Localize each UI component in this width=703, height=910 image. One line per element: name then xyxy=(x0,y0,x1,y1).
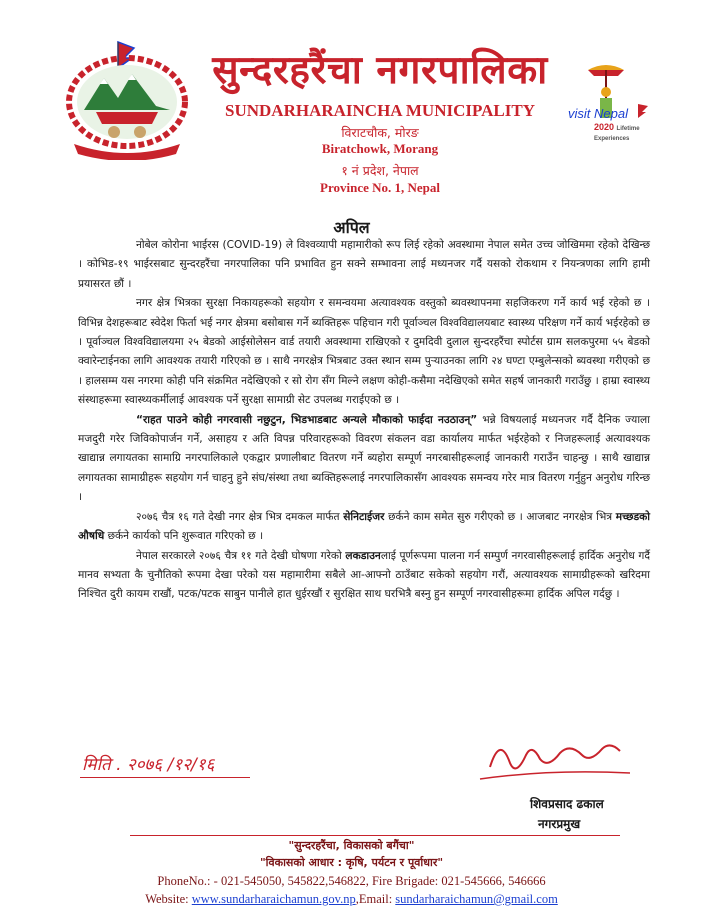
visit-logo-tag: Lifetime Experiences xyxy=(594,126,640,142)
date-underline xyxy=(80,777,250,778)
footer-divider xyxy=(130,835,620,836)
province-en: Province No. 1, Nepal xyxy=(320,180,440,195)
footer-phone: PhoneNo.: - 021-545050, 545822,546822, Fire Brigade: 021-545666, 546666 xyxy=(157,874,546,888)
signer-name: शिवप्रसाद ढकाल xyxy=(530,797,604,811)
paragraph-3-quote: “राहत पाउने कोही नगरवासी नछुटुन, भिडभाडबाट अन्यले मौकाको फाईदा नउठाउन्” xyxy=(136,413,478,426)
paragraph-2: नगर क्षेत्र भित्रका सुरक्षा निकायहरूको सहयोग र समन्वयमा अत्यावश्यक वस्तुको ब्यवस्थापनमा सहजिकरण गर्ने कार्य भई रहेको छ । विभिन्न देशहरूबाट स्वेदेश फिर्ता भई नगर क्षेत्रमा बसोबास गर्ने ब्यक्तिहरू पहिचान गरी पूर्वाञ्चल विश्वविद्यालयबाट स्वास्थ्य परिक्षण गर्ने कार्य भईरहेको छ । पूर्वाञ्चल विश्वविद्यालयमा २५ बेडको आईसोलेसन वार्ड तयारी अवस्थामा राखिएको र दुमदिवी दुलाल सुन्दरहरैंचा स्पोर्टस ग्राम सलकपुरमा ५५ बेडको क्वारेन्टाईनका लागि आवश्यक तयारी गरिएको छ । साथै नगरक्षेत्र भित्रबाट उक्त स्थान सम्म पुऱ्याउनका लागि २४ घण्टा एम्बुलेन्सको ब्यवस्था गरीएको छ । हालसम्म यस नगरमा कोही पनि संक्रमित नदेखिएको र सो रोग सँग मिल्ने लक्षण कोही-कसैमा नदेखिएको समेत सहर्ष जानकारी गराउँछु । हाम्रा स्वास्थ्य संस्थाहरूमा स्वास्थ्यकर्मीलाई आवश्यक पर्ने सुरक्षा सामाग्री सेट उपलब्ध गराईएको छ । xyxy=(78,297,650,407)
visit-logo-text: visit Nepal xyxy=(568,106,628,121)
paragraph-4-text-b: छर्कने काम समेत सुरु गरीएको छ । आजबाट नगरक्षेत्र भित्र xyxy=(384,510,616,523)
appeal-heading: अपिल xyxy=(333,218,370,237)
paragraph-4-text-c: छर्कने कार्यको पनि शुरूवात गरिएको छ । xyxy=(104,530,264,543)
handwritten-date: मिति . २०७६ /१२/१६ xyxy=(82,755,215,775)
signature-icon xyxy=(470,725,640,785)
footer-slogan-1: "सुन्दरहरैंचा, विकासको बगैंचा" xyxy=(288,839,415,852)
address-np: विराटचौक, मोरङ xyxy=(341,125,419,140)
website-link[interactable]: www.sundarharaichamun.gov.np xyxy=(191,892,356,906)
municipality-title-np: सुन्दरहरैंचा नगरपालिका xyxy=(212,48,548,93)
letterhead xyxy=(0,0,703,200)
visit-nepal-logo-icon xyxy=(566,62,676,142)
paragraph-5-text-a: नेपाल सरकारले २०७६ चैत्र ११ गते देखी घोषणा गरेको xyxy=(136,549,346,562)
province-np: १ नं प्रदेश, नेपाल xyxy=(341,163,419,178)
footer-web-label: Website: xyxy=(145,892,192,906)
paragraph-4-mosquito-medicine: मच्छडको औषधि xyxy=(78,510,650,543)
footer-slogan-2: "विकासको आधार : कृषि, पर्यटन र पूर्वाधार" xyxy=(259,856,444,869)
visit-logo-year: 2020 xyxy=(594,122,615,132)
paragraph-5-text-b: लाई पूर्णरूपमा पालना गर्न सम्पुर्ण नगरवासीहरूलाई हार्दिक अनुरोध गर्दै मानव सभ्यता कै चुनौतिको रूपमा देखा परेको यस महामारीमा सबैले आ-आफ्नो ठाउँबाट सकेको सहयोग गरौं, अत्यावश्यक सामाग्रीहरूको खरिदमा निश्चित दुरी कायम राखौं, पटक/पटक साबुन पानीले हात धुईरखौं र सुरक्षित साथ घरभित्रै बस्नु हुन सम्पूर्ण नगरवासीहरूमा हार्दिक अपिल गर्दछु । xyxy=(78,549,651,601)
email-link[interactable]: sundarharaichamun@gmail.com xyxy=(395,892,558,906)
nepal-emblem-icon xyxy=(52,40,202,160)
signer-title: नगरप्रमुख xyxy=(538,817,581,831)
paragraph-5 xyxy=(78,547,650,605)
paragraph-1: नोबेल कोरोना भाईरस (COVID-19) ले विश्वव्यापी महामारीको रूप लिई रहेको अवस्थामा नेपाल समेत उच्च जोखिममा रहेको देखिन्छ । कोभिड-१९ भाईरसबाट सुन्दरहरैंचा नगरपालिका पनि प्रभावित हुन सक्ने सम्भावना लाई मध्यनजर गर्दै यसको रोकथाम र नियन्त्रणका लागि हामी प्रयासरत छौं । xyxy=(78,239,650,290)
paragraph-4 xyxy=(78,508,650,547)
paragraph-3 xyxy=(78,411,650,508)
footer-web xyxy=(0,892,703,907)
appeal-body xyxy=(78,236,650,605)
address-en: Biratchowk, Morang xyxy=(321,141,439,156)
paragraph-4-text-a: २०७६ चैत्र १६ गते देखी नगर क्षेत्र भित्र दमकल मार्फत xyxy=(136,510,344,523)
paragraph-3-text: भन्ने विषयलाई मध्यनजर गर्दै दैनिक ज्याला मजदुरी गरेर जिविकोपार्जन गर्ने, असाहय र अति विपन्न परिवारहरूको विवरण संकलन वडा कार्यालय मार्फत भईरहेको र निजहरूलाई अत्यावश्यक खाद्यान्न लगायतका सामाग्रि नगरपालिकाले एकद्वार प्रणालीबाट वितरण गर्ने ब्यहोरा सम्पूर्ण नगरबासीहरूलाई जानकारी गराउँन चाहन्छु । साथै खाद्यान्न लगायतका सामाग्रीहरू सहयोग गर्न चाहनु हुने संघ/संस्था तथा ब्यक्तिहरूलाई नगरपालिकासँग आवश्यक समन्वय गरेर मात्र वितरण गर्नुहुन अनुरोध गरिन्छ । xyxy=(78,413,650,504)
paragraph-4-sanitizer: सेनिटाईजर xyxy=(343,510,385,523)
paragraph-5-lockdown: लकडाउन xyxy=(345,549,381,562)
municipality-title-en: SUNDARHARAINCHA MUNICIPALITY xyxy=(225,101,535,120)
footer-email-label: ,Email: xyxy=(355,892,396,906)
